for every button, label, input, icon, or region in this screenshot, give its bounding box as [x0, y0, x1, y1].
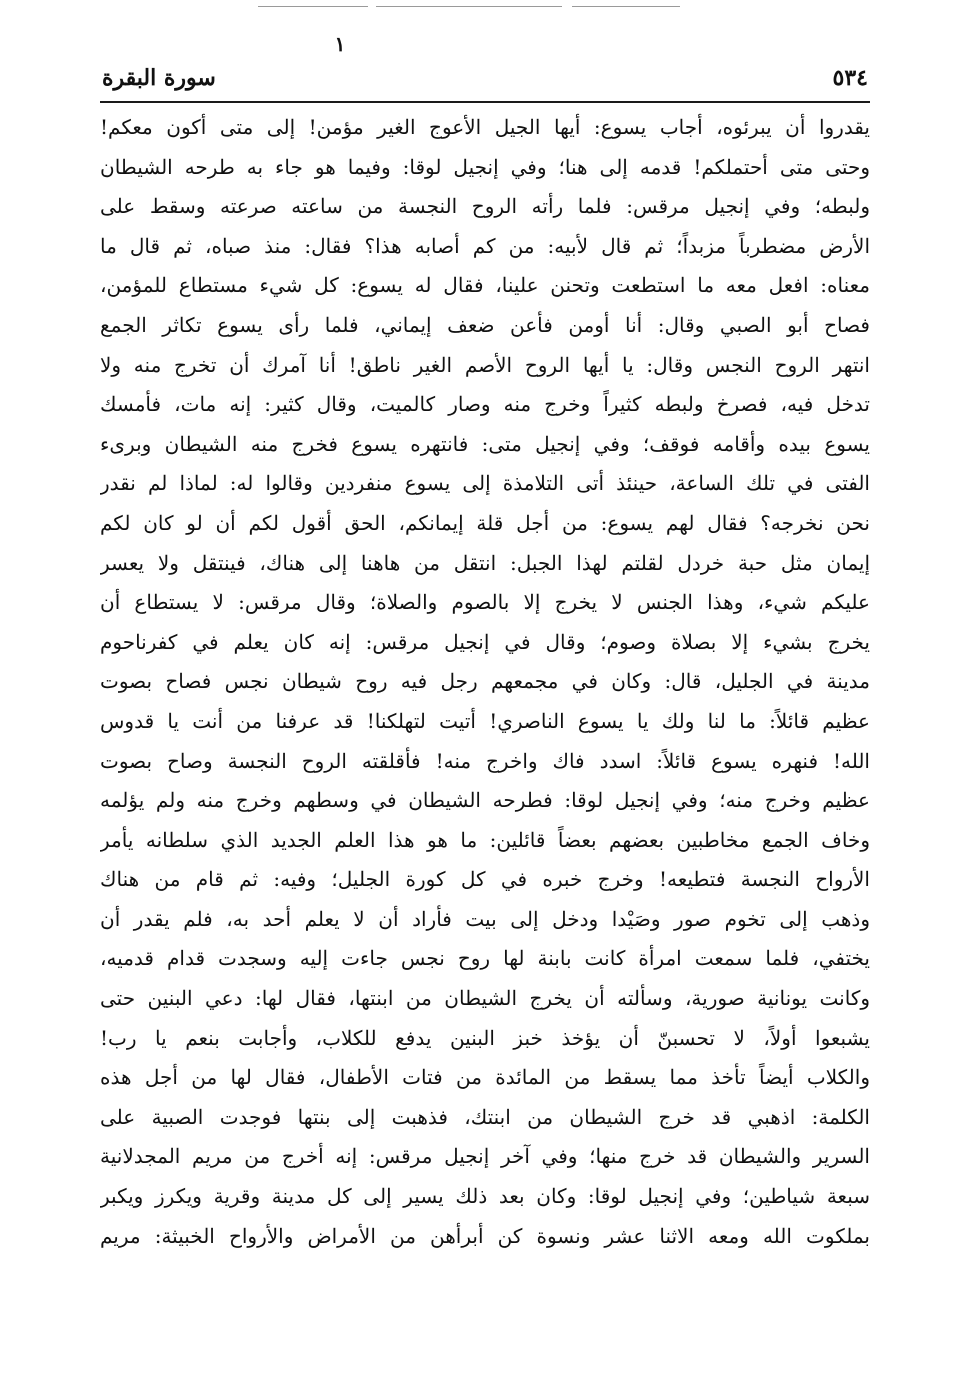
- top-decorative-rule: [572, 6, 680, 7]
- text-line: عظيم وخرج منه؛ وفي إنجيل لوقا: فطرحه الشيطان في وسطهم وخرج منه ولم يؤلمه: [100, 788, 870, 813]
- text-line: وكانت يونانية صورية، وسألته أن يخرج الشيطان من ابنتها، فقال لها: دعي البنين حتى: [100, 986, 870, 1011]
- text-line: الله! فنهره يسوع قائلاً: اسدد فاك واخرج منه! فأقلقته الروح النجسة وصاح بصوت: [100, 748, 870, 773]
- page-number: ٥٣٤: [832, 65, 868, 91]
- text-line: يختفي، فلما سمعت امرأة كانت بابنة لها روح نجس جاءت إليه وسجدت قدام قدميه،: [100, 946, 870, 971]
- text-line: سبعة شياطين؛ وفي إنجيل لوقا: وكان بعد ذلك يسير إلى كل مدينة وقرية ويكرز ويكبر: [100, 1184, 870, 1209]
- text-line: وذهب إلى تخوم صور وصَيْدا ودخل إلى بيت فأراد أن لا يعلم أحد به، فلم يقدر أن: [100, 906, 870, 931]
- top-decorative-rule: [376, 6, 562, 7]
- text-line: عظيم قائلاً: ما لنا ولك يا يسوع الناصري! أتيت لتهلكنا! قد عرفنا من أنت يا قدوس: [100, 708, 870, 733]
- text-line: يقدروا أن يبرئوه، أجاب يسوع: أيها الجيل الأعوج الغير مؤمن! إلى متى أكون معكم!: [100, 115, 870, 139]
- surah-title: سورة البقرة: [102, 65, 216, 91]
- text-line: وحتى متى أحتملكم! قدمه إلى هنا؛ وفي إنجيل لوقا: وفيما هو جاء به طرحه الشيطان: [100, 154, 870, 179]
- text-line: الفتى في تلك الساعة، حينئذ أتى التلامذة إلى يسوع منفردين وقالوا له: لماذا لم نقدر: [100, 471, 870, 496]
- text-line: انتهر الروح النجس وقال: يا أيها الروح الأصم الغير ناطق! أنا آمرك أن تخرج منه ولا: [100, 352, 870, 377]
- body-text: [100, 108, 870, 1311]
- text-line: فصاح أبو الصبي وقال: أنا أومن فأعن ضعف إيماني، فلما رأى يسوع تكاثر الجمع: [100, 312, 870, 337]
- text-line: إيمان مثل حبة خردل لقلتم لهذا الجبل: انتقل من هاهنا إلى هناك، فينتقل ولا يعسر: [100, 550, 870, 575]
- text-line: الأرض مضطرباً مزبداً؛ ثم قال لأبيه: من كم أصابه هذا؟ فقال: منذ صباه، ثم قال ما: [100, 233, 870, 258]
- text-line: ولبطه؛ وفي إنجيل مرقس: فلما رأته الروح النجسة من ساعته صرعته وسقط على: [100, 194, 870, 219]
- text-line: يسوع بيده وأقامه فوقف؛ وفي إنجيل متى: فانتهره يسوع فخرج منه الشيطان وبرىء: [100, 431, 870, 456]
- text-line: تدخل فيه، فصرخ ولبطه كثيراً وخرج منه وصار كالميت، وقال كثير: إنه مات، فأمسك: [100, 392, 870, 417]
- top-decorative-rule: [258, 6, 368, 7]
- text-line: نحن نخرجه؟ فقال لهم يسوع: من أجل قلة إيمانكم، الحق أقول لكم أن لو كان لكم: [100, 510, 870, 535]
- text-line: وخاف الجمع مخاطبين بعضهم بعضاً قائلين: ما هو هذا العلم الجديد الذي سلطانه يأمر: [100, 827, 870, 852]
- text-line: الكلمة: اذهبي قد خرج الشيطان من ابنتك، فذهبت إلى بنتها فوجدت الصبية على: [100, 1104, 870, 1129]
- header-rule: [100, 101, 870, 103]
- text-line: عليكم شيء، وهذا الجنس لا يخرج إلا بالصوم والصلاة؛ وقال مرقس: لا يستطاع أن: [100, 590, 870, 615]
- text-line: يشبعوا أولاً، لا تحسبنّ أن يؤخذ خبز البنين يدفع للكلاب، وأجابت بنعم يا رب!: [100, 1025, 870, 1050]
- running-header: [100, 58, 870, 98]
- text-line: الأرواح النجسة فتطيعه! وخرج خبره في كل كورة الجليل؛ وفيه: ثم قام من هناك: [100, 867, 870, 892]
- text-line: بملكوت الله ومعه الاثنا عشر ونسوة كن أبرأهن من الأمراض والأرواح الخبيثة: مريم: [100, 1223, 870, 1248]
- text-line: معناه: افعل معه ما استطعت وتحنن علينا، فقال له يسوع: كل شيء مستطاع للمؤمن،: [100, 273, 870, 298]
- text-line: والكلاب أيضاً تأخذ مما يسقط من المائدة من فتات الأطفال، فقال لها من أجل هذه: [100, 1065, 870, 1090]
- text-line: مدينة في الجليل، قال: وكان في مجمعهم رجل فيه روح شيطان نجس فصاح بصوت: [100, 669, 870, 694]
- text-line: السرير والشيطان قد خرج منها؛ وفي آخر إنجيل مرقس: إنه أخرج من مريم المجدلانية: [100, 1144, 870, 1169]
- page-mark: ١: [334, 32, 346, 56]
- text-line: يخرج بشيء إلا بصلاة وصوم؛ وقال في إنجيل مرقس: إنه كان يعلم في كفرناحوم: [100, 629, 870, 654]
